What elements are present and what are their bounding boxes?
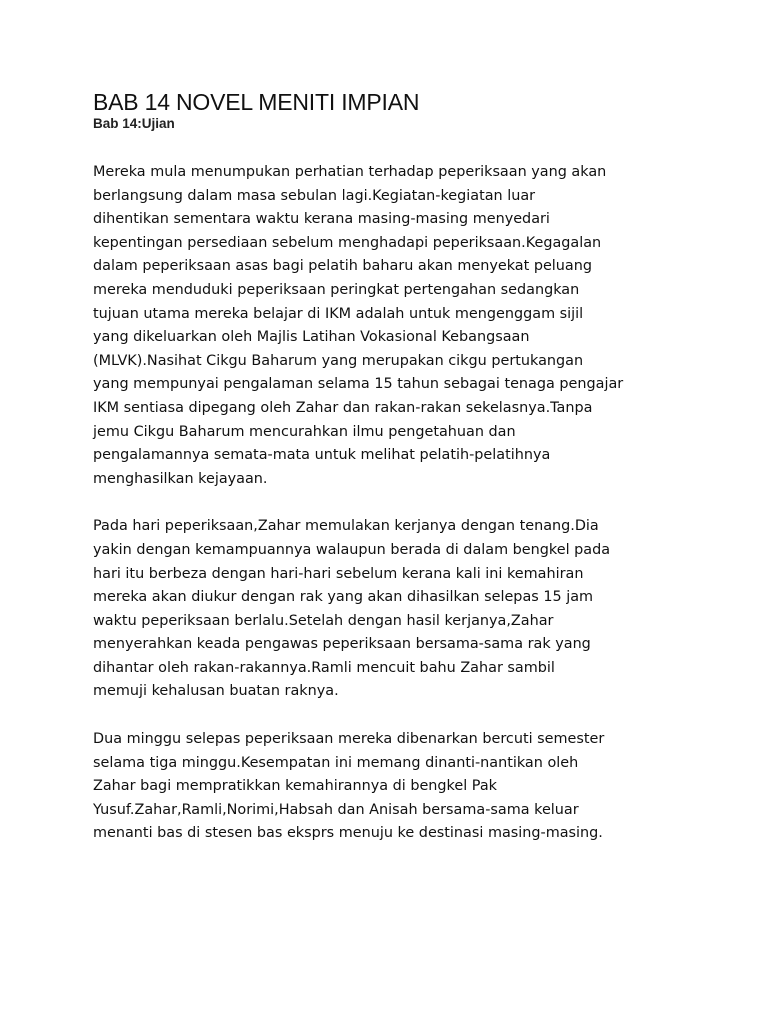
text-line: Dua minggu selepas peperiksaan mereka dibenarkan bercuti semester — [93, 731, 605, 748]
document-page — [93, 89, 713, 870]
document-title: BAB 14 NOVEL MENITI IMPIAN — [93, 89, 420, 115]
text-line: menanti bas di stesen bas eksprs menuju ke destinasi masing-masing. — [93, 825, 603, 842]
text-line: Yusuf.Zahar,Ramli,Norimi,Habsah dan Anisah bersama-sama keluar — [93, 801, 579, 818]
text-line: dalam peperiksaan asas bagi pelatih baharu akan menyekat peluang — [93, 258, 592, 275]
text-line: pengalamannya semata-mata untuk melihat pelatih-pelatihnya — [93, 447, 551, 464]
text-line: kepentingan persediaan sebelum menghadapi peperiksaan.Kegagalan — [93, 234, 602, 251]
text-line: yang mempunyai pengalaman selama 15 tahun sebagai tenaga pengajar — [93, 376, 624, 393]
text-line: mereka akan diukur dengan rak yang akan dihasilkan selepas 15 jam — [93, 589, 594, 606]
text-line: Pada hari peperiksaan,Zahar memulakan kerjanya dengan tenang.Dia — [93, 518, 599, 535]
text-line: (MLVK).Nasihat Cikgu Baharum yang merupakan cikgu pertukangan — [93, 352, 584, 369]
text-line: yang dikeluarkan oleh Majlis Latihan Vokasional Kebangsaan — [93, 329, 530, 346]
text-line: dihentikan sementara waktu kerana masing-masing menyedari — [93, 211, 550, 228]
text-line: dihantar oleh rakan-rakannya.Ramli mencuit bahu Zahar sambil — [93, 659, 555, 676]
document-body — [93, 161, 713, 846]
paragraph-3 — [93, 728, 713, 846]
text-line: berlangsung dalam masa sebulan lagi.Kegiatan-kegiatan luar — [93, 187, 536, 204]
text-line: IKM sentiasa dipegang oleh Zahar dan rakan-rakan sekelasnya.Tanpa — [93, 399, 593, 416]
text-line: menghasilkan kejayaan. — [93, 470, 268, 487]
text-line: memuji kehalusan buatan raknya. — [93, 683, 339, 700]
text-line: jemu Cikgu Baharum mencurahkan ilmu pengetahuan dan — [93, 423, 516, 440]
text-line: menyerahkan keada pengawas peperiksaan bersama-sama rak yang — [93, 636, 591, 653]
text-line: Zahar bagi mempratikkan kemahirannya di bengkel Pak — [93, 778, 497, 795]
text-line: waktu peperiksaan berlalu.Setelah dengan hasil kerjanya,Zahar — [93, 612, 554, 629]
text-line: Mereka mula menumpukan perhatian terhadap peperiksaan yang akan — [93, 164, 607, 180]
text-line: mereka menduduki peperiksaan peringkat pertengahan sedangkan — [93, 281, 580, 298]
text-line: hari itu berbeza dengan hari-hari sebelum kerana kali ini kemahiran — [93, 565, 584, 582]
paragraph-2 — [93, 515, 713, 704]
paragraph-1 — [93, 161, 713, 491]
text-line: yakin dengan kemampuannya walaupun berada di dalam bengkel pada — [93, 541, 611, 558]
chapter-subtitle: Bab 14:Ujian — [93, 116, 175, 131]
text-line: selama tiga minggu.Kesempatan ini memang dinanti-nantikan oleh — [93, 754, 579, 771]
text-line: tujuan utama mereka belajar di IKM adalah untuk mengenggam sijil — [93, 305, 584, 322]
